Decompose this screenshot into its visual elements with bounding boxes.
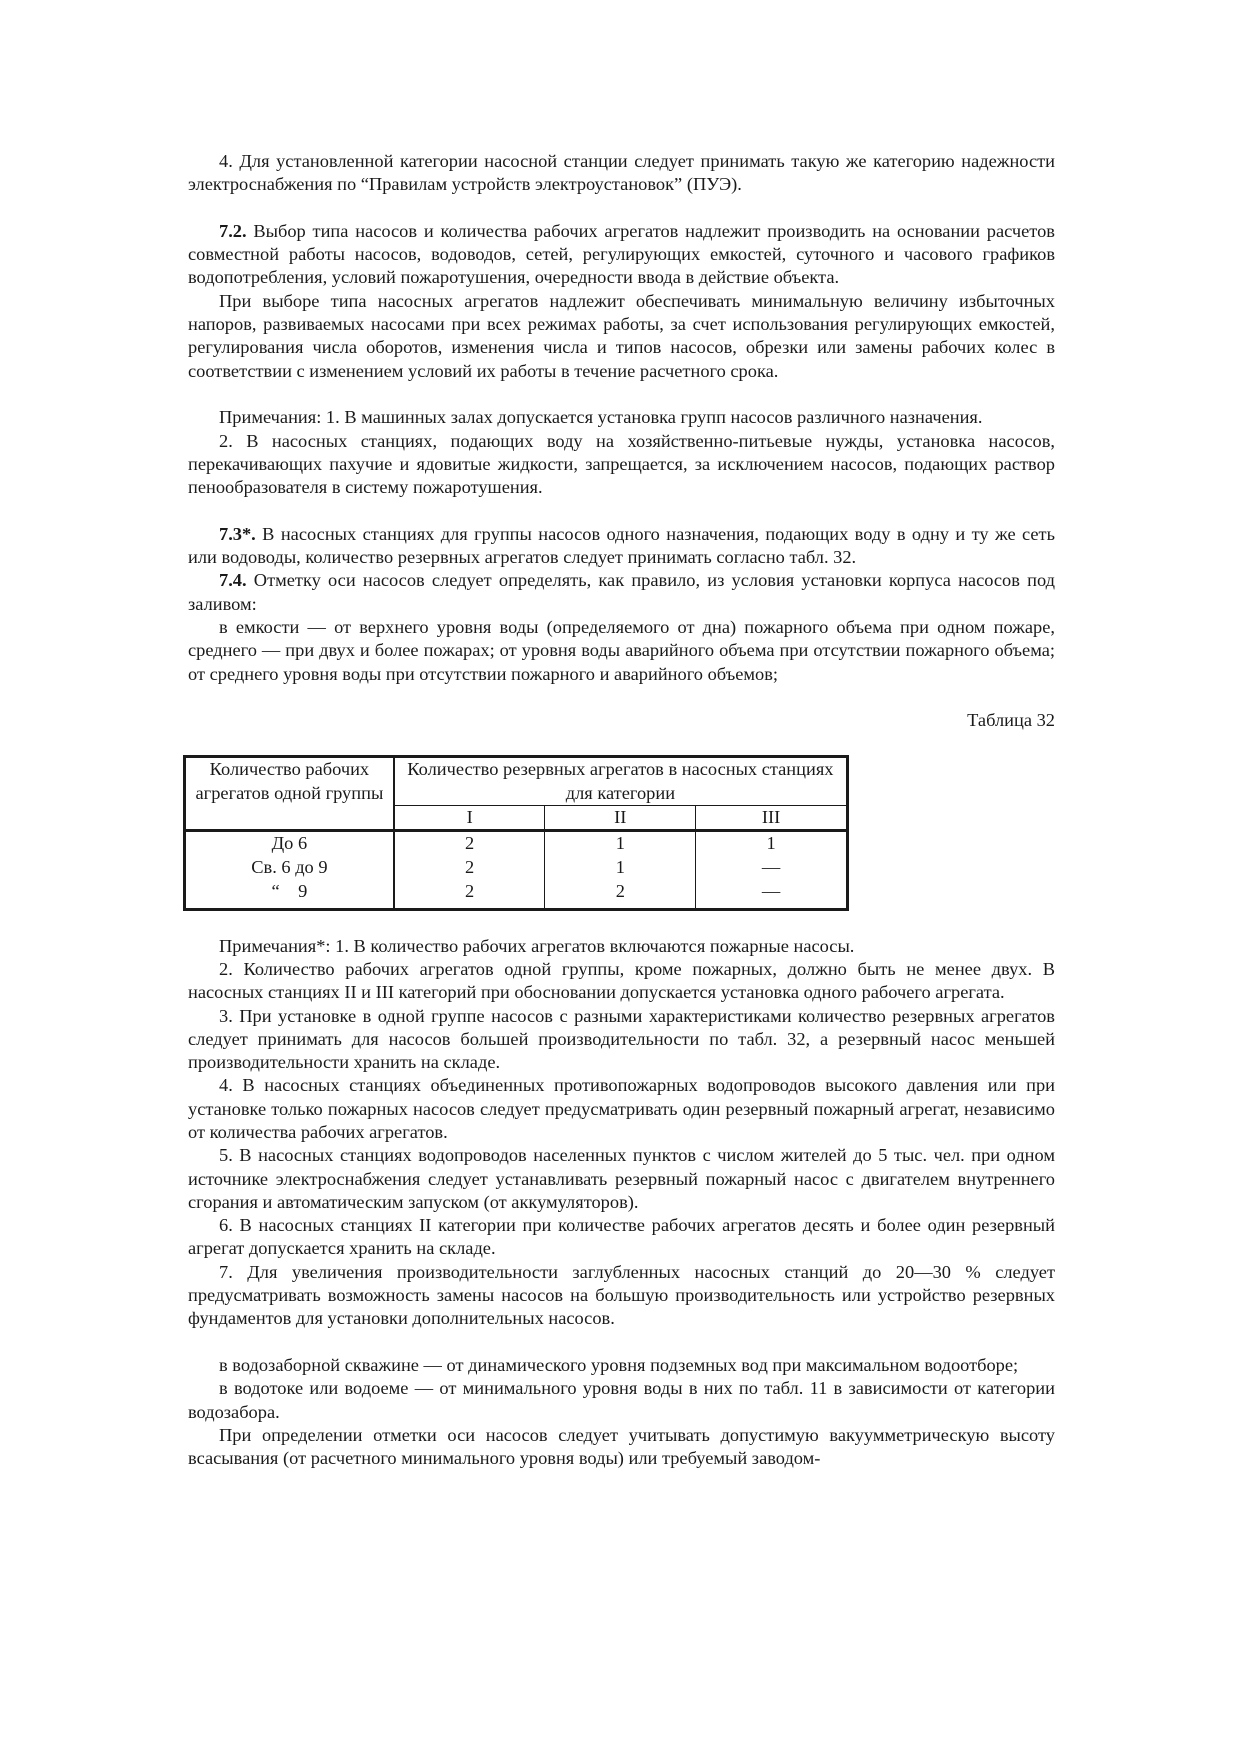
paragraph-watercourse: в водотоке или водоеме — от минимального уровня воды в них по табл. 11 в зависимости от категории водозабора. (188, 1378, 1055, 1422)
table-cell: Св. 6 до 9 (185, 856, 394, 880)
paragraph-notes-1: Примечания: 1. В машинных залах допускается установка групп насосов различного назначения. (219, 407, 983, 428)
note-5: 5. В насосных станциях водопроводов населенных пунктов с числом жителей до 5 тыс. чел. при одном источнике электроснабжения следует устанавливать резервный пожарный насос с двигателем внутреннего сгорания и автоматическим запуском (от аккумуляторов). (188, 1145, 1055, 1212)
table-32-wrapper (183, 755, 849, 911)
paragraph-pump-axis: При определении отметки оси насосов следует учитывать допустимую вакуумметрическую высоту всасывания (от расчетного минимального уровня воды) или требуемый заводом- (188, 1424, 1055, 1469)
clause-number: 7.3*. (219, 523, 256, 544)
note-6: 6. В насосных станциях II категории при количестве рабочих агрегатов десять и более один резервный агрегат допускается хранить на складе. (188, 1215, 1055, 1259)
note-7: 7. Для увеличения производительности заглубленных насосных станций до 20—30 % следует предусматривать возможность замены насосов на большую производительность или устройство резервных фундаментов для установки дополнительных насосов. (188, 1261, 1055, 1329)
paragraph-7-2: 7.2. Выбор типа насосов и количества рабочих агрегатов надлежит производить на основании расчетов совместной работы насосов, водоводов, сетей, регулирующих емкостей, суточного и часового графиков водопотребления, условий пожаротушения, очередности ввода в действие объекта. (188, 220, 1055, 288)
document-page (188, 150, 1055, 1470)
note-1: Примечания*: 1. В количество рабочих агрегатов включаются пожарные насосы. (219, 935, 855, 956)
note-3: 3. При установке в одной группе насосов с разными характеристиками количество резервных агрегатов следует принимать для насосов большей производительности по табл. 32, а резервный насос меньшей производительности хранить на складе. (188, 1005, 1055, 1073)
table-header-reserve-units: Количество резервных агрегатов в насосных станциях для категории (394, 757, 848, 806)
paragraph-category-note: 4. Для установленной категории насосной станции следует принимать такую же категорию надежности электроснабжения по “Правилам устройств электроустановок” (ПУЭ). (188, 151, 1055, 195)
table-cell: 1 (545, 831, 696, 857)
table-caption: Таблица 32 (967, 710, 1055, 731)
note-4: 4. В насосных станциях объединенных противопожарных водопроводов высокого давления или при установке только пожарных насосов следует предусматривать один резервный пожарный агрегат, независимо от количества рабочих агрегатов. (188, 1075, 1055, 1142)
paragraph-pump-selection: При выборе типа насосных агрегатов надлежит обеспечивать минимальную величину избыточных напоров, развиваемых насосами при всех режимах работы, за счет использования регулирующих емкостей, регулирования числа оборотов, изменения числа и типов насосов, обрезки или замены рабочих колес в соответствии с изменением условий их работы в течение расчетного срока. (188, 290, 1055, 381)
table-cell: — (696, 880, 848, 910)
paragraph-7-3: 7.3*. В насосных станциях для группы насосов одного назначения, подающих воду в одну и ту же сеть или водоводы, количество резервных агрегатов следует принимать согласно табл. 32. (188, 523, 1055, 568)
table-cell: 2 (394, 880, 545, 910)
paragraph-7-4: 7.4. Отметку оси насосов следует определять, как правило, из условия установки корпуса насосов под заливом: (188, 570, 1055, 614)
note-2: 2. Количество рабочих агрегатов одной группы, кроме пожарных, должно быть не менее двух. В насосных станциях II и III категорий при обосновании допускается установка одного рабочего агрегата. (188, 958, 1055, 1003)
table-row (185, 856, 848, 880)
table-cell: — (696, 856, 848, 880)
table-cell: “ 9 (185, 880, 394, 910)
paragraph-tank-level: в емкости — от верхнего уровня воды (определяемого от дна) пожарного объема при одном пожаре, среднего — при двух и более пожарах; от уровня воды аварийного объема при отсутствии пожарного объема; от среднего уровня воды при отсутствии пожарного и аварийного объемов; (188, 616, 1055, 684)
table-32 (183, 755, 849, 911)
table-cell: 2 (394, 856, 545, 880)
table-header-category-3: III (696, 806, 848, 831)
table-header-working-units: Количество рабочих агрегатов одной группы (185, 757, 394, 831)
clause-number: 7.2. (219, 220, 247, 241)
table-cell: 1 (696, 831, 848, 857)
table-cell: До 6 (185, 831, 394, 857)
table-header-category-1: I (394, 806, 545, 831)
table-cell: 2 (545, 880, 696, 910)
paragraph-well: в водозаборной скважине — от динамического уровня подземных вод при максимальном водоотборе; (219, 1354, 1019, 1375)
table-cell: 1 (545, 856, 696, 880)
paragraph-notes-2: 2. В насосных станциях, подающих воду на хозяйственно-питьевые нужды, установка насосов, перекачивающих пахучие и ядовитые жидкости, запрещается, за исключением насосов, подающих раствор пенообразователя в систему пожаротушения. (188, 430, 1055, 498)
table-cell: 2 (394, 831, 545, 857)
table-row (185, 831, 848, 857)
table-row (185, 880, 848, 910)
table-header-category-2: II (545, 806, 696, 831)
clause-number: 7.4. (219, 570, 247, 591)
